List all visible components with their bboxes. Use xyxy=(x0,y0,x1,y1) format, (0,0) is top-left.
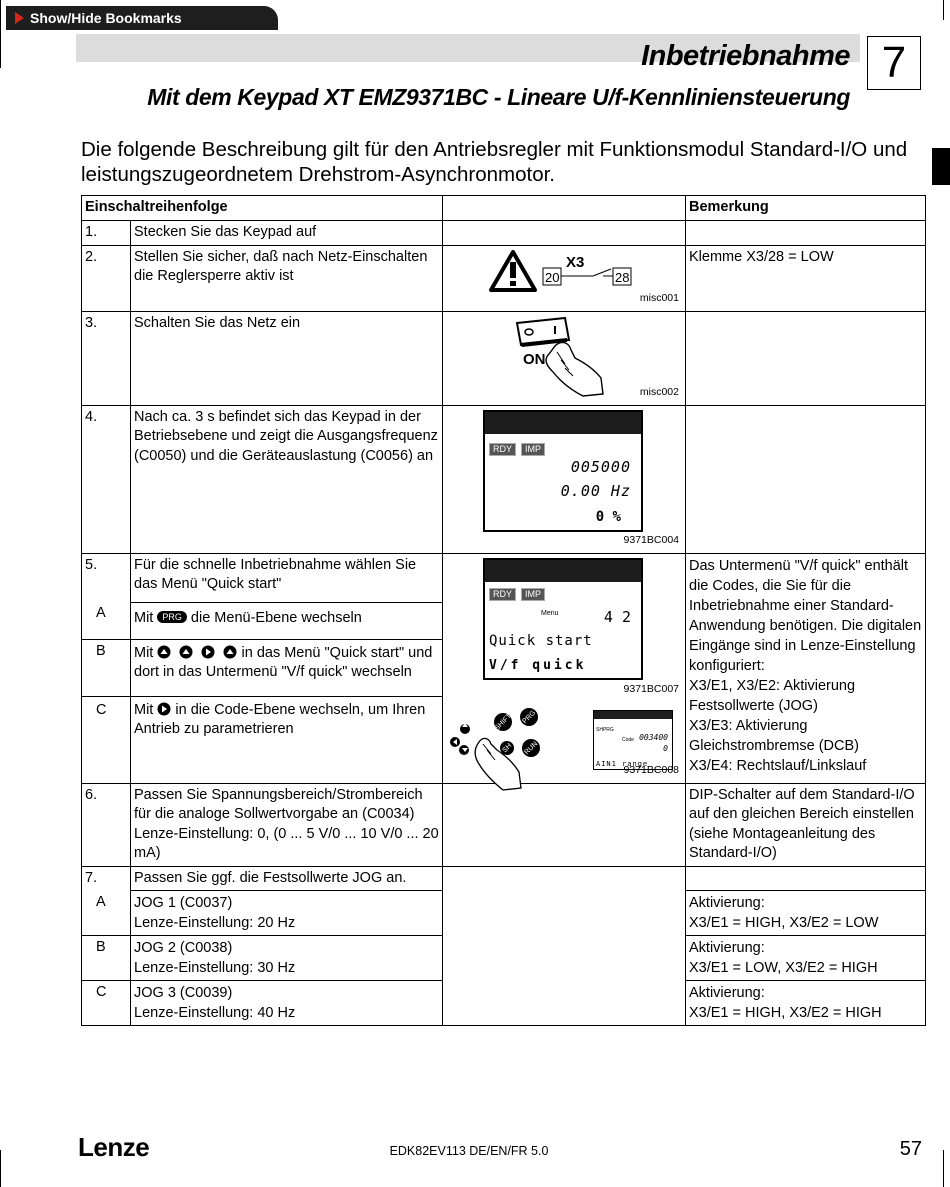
remark-text: Das Untermenü "V/f quick" enthält die Codes, die Sie für die Inbetriebnahme einer Standard-Anwendung benötigen. Die digitalen Eingänge sind in Lenze-Einstellung konfiguriert: xyxy=(689,557,922,674)
jog-name: JOG 2 (C0038) xyxy=(134,940,233,956)
right-key-icon xyxy=(157,702,171,716)
sub-letter: B xyxy=(96,939,106,955)
table-row xyxy=(82,221,926,246)
sub-step-text xyxy=(131,936,443,981)
remark-cell xyxy=(686,221,926,246)
sub-step-text xyxy=(131,891,443,936)
document-id: EDK82EV113 DE/EN/FR 5.0 xyxy=(389,1144,549,1158)
remark-cell xyxy=(686,405,926,553)
step-text: Stecken Sie das Keypad auf xyxy=(131,221,443,246)
shift-key: SHIFT xyxy=(493,712,513,732)
keypad-display xyxy=(483,410,643,532)
remark-text: Klemme X3/28 = LOW xyxy=(686,245,926,311)
remark-cell xyxy=(686,553,926,783)
small-lcd-zero: 0 xyxy=(663,743,668,753)
header-remark: Bemerkung xyxy=(686,196,926,221)
up-key-icon xyxy=(157,645,171,659)
remark-cell xyxy=(686,866,926,891)
crop-mark xyxy=(0,0,1,68)
rdy-indicator: RDY xyxy=(489,443,516,456)
chapter-number: 7 xyxy=(867,36,921,90)
step-number: 3. xyxy=(82,311,131,405)
table-row xyxy=(82,245,926,311)
code-value: 005000 xyxy=(570,457,631,476)
table-row xyxy=(82,783,926,866)
jog-default: Lenze-Einstellung: 30 Hz xyxy=(134,960,296,976)
page-title: Inbetriebnahme xyxy=(641,40,850,72)
table-row xyxy=(82,311,926,405)
remark-value: X3/E1 = LOW, X3/E2 = HIGH xyxy=(689,960,878,976)
hand-icon xyxy=(546,342,603,395)
sub-letter-cell xyxy=(82,891,131,936)
commissioning-table xyxy=(81,195,926,1026)
table-row xyxy=(82,405,926,553)
remark-cell xyxy=(686,891,926,936)
step-number: 7. xyxy=(82,866,131,891)
up-key-icon xyxy=(223,645,237,659)
x3-label: X3 xyxy=(566,253,585,271)
imp-indicator: IMP xyxy=(521,588,545,601)
step-text: Nach ca. 3 s befindet sich das Keypad in der Betriebsebene und zeigt die Ausgangsfrequenz (C0050) und die Geräteauslastung (C0056) an xyxy=(131,405,443,553)
prg-key-icon: PRG xyxy=(157,611,187,623)
sub-letter-cell xyxy=(82,981,131,1026)
small-lcd-code: Code xyxy=(622,736,634,743)
triangle-right-icon xyxy=(15,12,24,24)
sub-step-post: in die Code-Ebene wechseln, um Ihren Antrieb zu parametrieren xyxy=(134,701,426,737)
table-row xyxy=(82,866,926,891)
sub-letter-cell xyxy=(82,936,131,981)
sub-step-pre: Mit xyxy=(134,644,154,661)
figure-cell xyxy=(443,405,686,553)
run-key: RUN xyxy=(523,740,540,756)
jog-name: JOG 3 (C0039) xyxy=(134,985,233,1001)
figure-cell xyxy=(443,866,686,1026)
sub-letter: C xyxy=(96,984,107,1000)
sub-letter: C xyxy=(96,701,107,718)
sh-key: SH xyxy=(501,741,514,754)
figure-cell xyxy=(443,553,686,783)
step-number: 1. xyxy=(82,221,131,246)
bookmarks-button-label: Show/Hide Bookmarks xyxy=(30,10,182,26)
sub-step-text xyxy=(131,602,443,639)
menu-line2: V/f quick xyxy=(489,657,587,673)
step-number: 2. xyxy=(82,245,131,311)
jog-name: JOG 1 (C0037) xyxy=(134,895,233,911)
right-key-icon xyxy=(201,645,215,659)
figure-caption: 9371BC007 xyxy=(623,682,679,695)
remark-item: X3/E3: Aktivierung Gleichstrombremse (DCB) xyxy=(689,717,859,754)
sub-step-pre: Mit xyxy=(134,609,154,626)
imp-indicator: IMP xyxy=(521,443,545,456)
menu-label: Menu xyxy=(541,609,559,617)
sub-step-post: in das Menü "Quick start" und dort in das Untermenü "V/f quick" wechseln xyxy=(134,644,433,680)
frequency-value: 0.00 Hz xyxy=(560,481,631,500)
sub-letter: A xyxy=(96,893,106,910)
small-lcd-bottom: AIN1 range xyxy=(596,759,649,768)
on-label: ON xyxy=(523,350,546,368)
menu-line1: Quick start xyxy=(489,632,593,649)
page-number: 57 xyxy=(899,1138,922,1160)
remark-label: Aktivierung: xyxy=(689,940,765,956)
terminal-28: 28 xyxy=(615,269,630,285)
up-key-icon xyxy=(179,645,193,659)
sub-letter-cell xyxy=(82,639,131,696)
keypad-display-menu xyxy=(483,558,643,680)
hand-icon xyxy=(475,738,521,790)
rdy-indicator: RDY xyxy=(489,588,516,601)
figure-cell xyxy=(443,311,686,405)
prg-key: PRG xyxy=(521,709,538,725)
step-text: Für die schnelle Inbetriebnahme wählen Sie das Menü "Quick start" xyxy=(131,553,443,602)
figure-cell xyxy=(443,245,686,311)
sub-letter-cell xyxy=(82,602,131,639)
page-subtitle: Mit dem Keypad XT EMZ9371BC - Lineare U/f-Kennliniensteuerung xyxy=(147,84,850,110)
remark-cell xyxy=(686,936,926,981)
figure-caption: misc002 xyxy=(639,386,679,398)
remark-item: X3/E1, X3/E2: Aktivierung Festsollwerte (JOG) xyxy=(689,677,856,714)
sub-step-text xyxy=(131,696,443,783)
sub-step-pre: Mit xyxy=(134,701,154,718)
step-number: 6. xyxy=(82,783,131,866)
step-text: Stellen Sie sicher, daß nach Netz-Einschalten die Reglersperre aktiv ist xyxy=(131,245,443,311)
terminal-20: 20 xyxy=(545,269,560,285)
intro-paragraph: Die folgende Beschreibung gilt für den Antriebsregler mit Funktionsmodul Standard-I/O und leistungszugeordnetem Drehstrom-Asynchronmotor. xyxy=(81,138,908,186)
remark-item: X3/E4: Rechtslauf/Linkslauf xyxy=(689,757,867,774)
figure-caption: 9371BC008 xyxy=(623,764,679,776)
small-lcd-value: 003400 xyxy=(639,732,668,742)
remark-label: Aktivierung: xyxy=(689,895,765,911)
figure-caption: misc001 xyxy=(639,292,679,304)
crop-mark xyxy=(943,0,944,20)
step-text: Schalten Sie das Netz ein xyxy=(131,311,443,405)
remark-label: Aktivierung: xyxy=(689,985,765,1001)
lenze-logo: Lenze xyxy=(78,1132,150,1162)
small-lcd-top: SHPRG xyxy=(596,726,614,733)
sub-letter-cell xyxy=(82,696,131,783)
menu-number: 4 2 xyxy=(603,607,631,626)
figure-cell xyxy=(443,783,686,866)
jog-default: Lenze-Einstellung: 40 Hz xyxy=(134,1005,296,1021)
remark-value: X3/E1 = HIGH, X3/E2 = HIGH xyxy=(689,1005,882,1021)
table-header-row xyxy=(82,196,926,221)
step-number: 5. xyxy=(82,553,131,602)
sub-step-post: die Menü-Ebene wechseln xyxy=(190,609,362,626)
table-row xyxy=(82,553,926,602)
header-sequence: Einschaltreihenfolge xyxy=(82,196,443,221)
figure-cell xyxy=(443,221,686,246)
sub-letter: A xyxy=(96,605,106,621)
sub-step-text xyxy=(131,639,443,696)
load-value: 0 % xyxy=(595,508,621,525)
header-figure xyxy=(443,196,686,221)
sub-step-text xyxy=(131,981,443,1026)
jog-default: Lenze-Einstellung: 20 Hz xyxy=(134,915,296,931)
remark-cell xyxy=(686,981,926,1026)
remark-text: DIP-Schalter auf dem Standard-I/O auf den gleichen Bereich einstellen (siehe Montageanleitung des Standard-I/O) xyxy=(686,783,926,866)
show-hide-bookmarks-button[interactable] xyxy=(6,6,278,30)
remark-cell xyxy=(686,311,926,405)
step-text: Passen Sie Spannungsbereich/Strombereich für die analoge Sollwertvorgabe an (C0034) Lenze-Einstellung: 0, (0 ... 5 V/0 ... 10 V/0 ... 20 mA) xyxy=(131,783,443,866)
step-number: 4. xyxy=(82,405,131,553)
remark-value: X3/E1 = HIGH, X3/E2 = LOW xyxy=(689,915,879,931)
figure-caption: 9371BC004 xyxy=(623,534,679,546)
sub-letter: B xyxy=(96,642,106,659)
step-text: Passen Sie ggf. die Festsollwerte JOG an. xyxy=(131,866,443,891)
